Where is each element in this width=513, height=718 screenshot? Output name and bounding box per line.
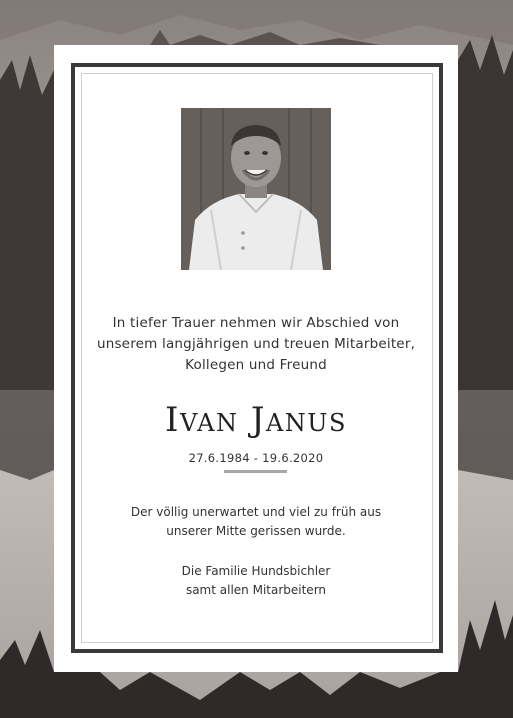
message-text — [54, 503, 458, 541]
intro-text — [54, 313, 458, 376]
portrait-photo — [181, 108, 331, 270]
deceased-name: Ivan Janus — [165, 400, 347, 440]
intro-line: unserem langjährigen und treuen Mitarbeiter, — [96, 336, 416, 352]
message-line: Der völlig unerwartet und viel zu früh aus — [130, 505, 382, 519]
life-dates: 27.6.1984 - 19.6.2020 — [188, 451, 324, 465]
signature-text — [54, 562, 458, 600]
intro-line: Kollegen und Freund — [185, 357, 327, 373]
intro-line: In tiefer Trauer nehmen wir Abschied von — [112, 315, 400, 331]
divider-bar — [224, 470, 287, 473]
memorial-card — [54, 45, 458, 672]
message-line: unserer Mitte gerissen wurde. — [166, 524, 346, 538]
signature-line: samt allen Mitarbeitern — [185, 583, 327, 597]
signature-line: Die Familie Hundsbichler — [181, 564, 331, 578]
